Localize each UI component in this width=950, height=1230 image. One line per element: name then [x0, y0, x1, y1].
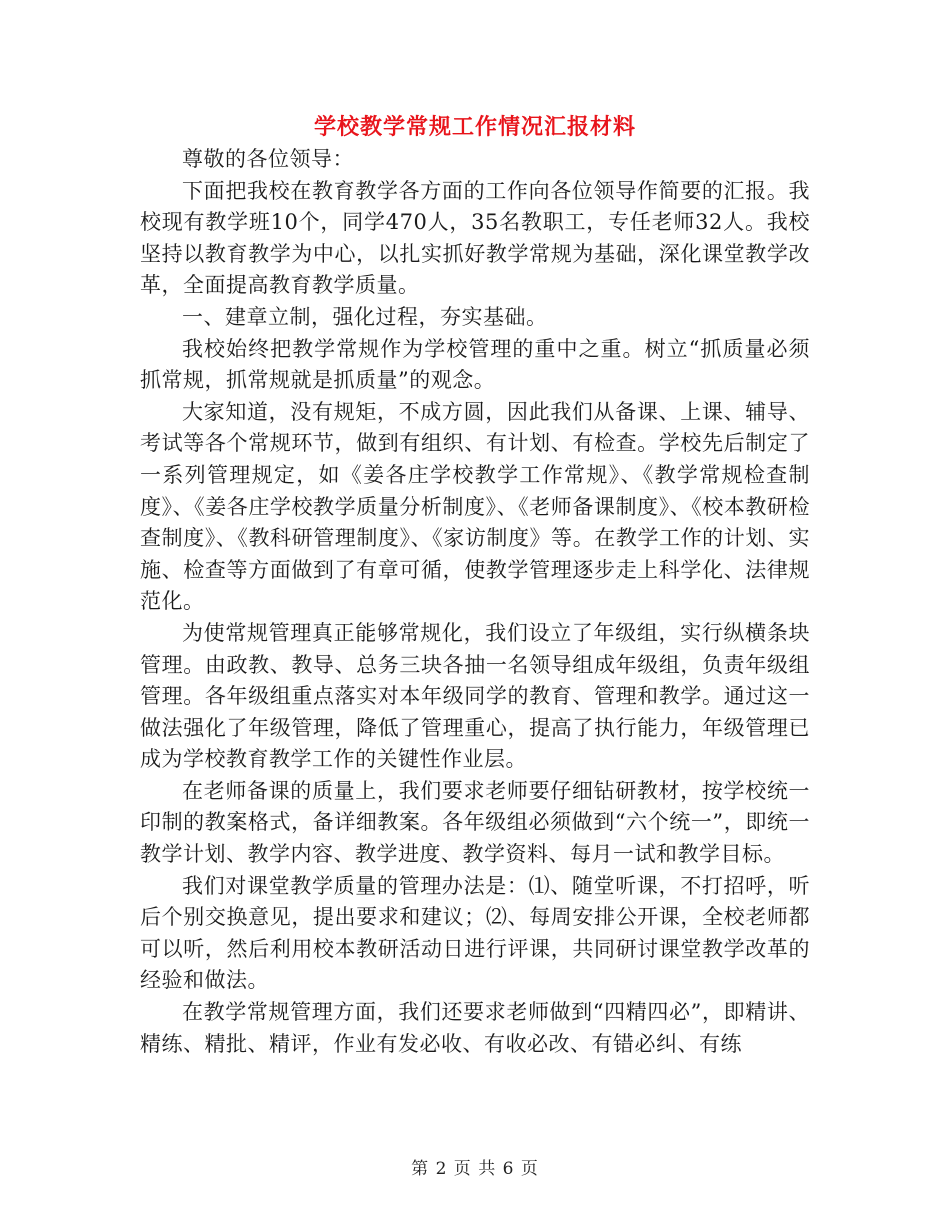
salutation-paragraph: 尊敬的各位领导：	[182, 147, 354, 171]
body-paragraph: 我校始终把教学常规作为学校管理的重中之重。树立“抓质量必须抓常规，抓常规就是抓质量”的观念。	[140, 336, 810, 393]
body-paragraph: 在老师备课的质量上，我们要求老师要仔细钻研教材，按学校统一印制的教案格式，备详细教案。各年级组必须做到“六个统一”，即统一教学计划、教学内容、教学进度、教学资料、每月一试和教学目标。	[140, 778, 810, 867]
page-footer	[0, 1154, 950, 1179]
document-title: 学校教学常规工作情况汇报材料	[313, 114, 636, 140]
section-heading: 一、建章立制，强化过程，夯实基础。	[182, 304, 548, 329]
body-paragraph: 我们对课堂教学质量的管理办法是：⑴、随堂听课，不打招呼，听后个别交换意见，提出要求和建议；⑵、每周安排公开课，全校老师都可以听，然后利用校本教研活动日进行评课，共同研讨课堂教学改革的经验和做法。	[140, 873, 810, 993]
document-body	[140, 144, 810, 1060]
body-paragraph: 在教学常规管理方面，我们还要求老师做到“四精四必”，即精讲、精练、精批、精评，作业有发必收、有收必改、有错必纠、有练	[140, 1000, 810, 1056]
body-paragraph: 下面把我校在教育教学各方面的工作向各位领导作简要的汇报。我校现有教学班10个，同学470人，35名教职工，专任老师32人。我校坚持以教育教学为中心，以扎实抓好教学常规为基础，深化课堂教学改革，全面提高教育教学质量。	[140, 178, 810, 298]
page-number: 第 2 页 共 6 页	[411, 1159, 539, 1179]
body-paragraph: 为使常规管理真正能够常规化，我们设立了年级组，实行纵横条块管理。由政教、教导、总务三块各抽一名领导组成年级组，负责年级组管理。各年级组重点落实对本年级同学的教育、管理和教学。通过这一做法强化了年级管理，降低了管理重心，提高了执行能力，年级管理已成为学校教育教学工作的关键性作业层。	[140, 620, 810, 772]
body-paragraph: 大家知道，没有规矩，不成方圆，因此我们从备课、上课、辅导、考试等各个常规环节，做到有组织、有计划、有检查。学校先后制定了一系列管理规定，如《姜各庄学校教学工作常规》、《教学常规检查制度》、《姜各庄学校教学质量分析制度》、《老师备课制度》、《校本教研检查制度》、《教科研管理制度》、《家访制度》等。在教学工作的计划、实施、检查等方面做到了有章可循，使教学管理逐步走上科学化、法律规范化。	[140, 399, 810, 614]
